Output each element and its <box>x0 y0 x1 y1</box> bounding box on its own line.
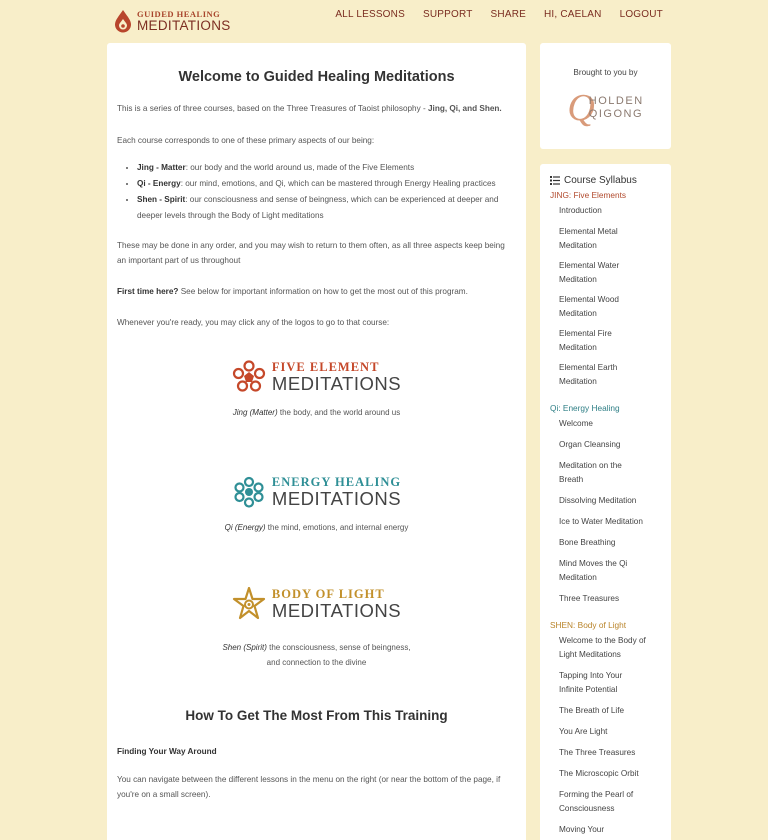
course-2-title: ENERGY HEALING <box>271 475 402 490</box>
caption-rest: the body, and the world around us <box>277 408 401 417</box>
nav-support[interactable]: SUPPORT <box>422 9 473 20</box>
lesson-item[interactable]: Moving Your <box>559 825 605 834</box>
course-3-caption <box>117 640 516 670</box>
nav-logout[interactable]: LOGOUT <box>619 9 663 20</box>
list-item <box>137 176 516 192</box>
sponsor-card <box>540 43 671 149</box>
lesson-item[interactable]: Elemental Wood Meditation <box>559 295 619 318</box>
caption-line-2: and connection to the divine <box>266 658 367 667</box>
lesson-item[interactable]: Elemental Metal Meditation <box>559 227 618 250</box>
nav-share[interactable]: SHARE <box>490 9 526 20</box>
course-1-title: FIVE ELEMENT <box>271 360 380 375</box>
lesson-item[interactable]: Mind Moves the Qi Meditation <box>559 559 628 582</box>
section-jing[interactable]: JING: Five Elements <box>550 190 627 200</box>
five-element-icon <box>232 360 266 394</box>
lesson-item[interactable]: Introduction <box>559 206 602 215</box>
energy-healing-logo[interactable] <box>232 475 401 509</box>
brand-line-1: GUIDED HEALING <box>137 8 221 19</box>
list-item <box>137 160 516 176</box>
aspects-list <box>117 160 516 224</box>
bullet-term: Jing - Matter <box>137 163 186 172</box>
caption-rest: the consciousness, sense of beingness, <box>266 643 411 652</box>
lesson-item[interactable]: Organ Cleansing <box>559 440 621 449</box>
nav-user-greeting[interactable]: HI, CAELAN <box>543 9 602 20</box>
course-2-caption <box>117 520 516 535</box>
lesson-item[interactable]: Elemental Fire Meditation <box>559 329 612 352</box>
intro-paragraph <box>117 101 516 116</box>
lesson-item[interactable]: Elemental Earth Meditation <box>559 363 618 386</box>
course-3-title: BODY OF LIGHT <box>271 587 385 602</box>
course-five-element <box>117 360 516 420</box>
order-paragraph: These may be done in any order, and you may wish to return to them often, as all three aspects keep being an important part of us throughout <box>117 241 505 265</box>
bullet-desc: : our mind, emotions, and Qi, which can be mastered through Energy Healing practices <box>180 179 496 188</box>
lesson-item[interactable]: You Are Light <box>559 727 608 736</box>
caption-italic: Shen (Spirit) <box>222 643 267 652</box>
finding-way-heading: Finding Your Way Around <box>117 747 217 756</box>
nav-all-lessons[interactable]: ALL LESSONS <box>335 9 405 20</box>
syllabus-title-text: Course Syllabus <box>564 175 637 186</box>
sponsor-q-mark: Q <box>567 87 595 129</box>
course-energy-healing <box>117 475 516 535</box>
lesson-item[interactable]: Tapping Into Your Infinite Potential <box>559 671 623 694</box>
list-icon <box>550 176 560 185</box>
top-bar <box>0 0 768 42</box>
caption-italic: Jing (Matter) <box>232 408 278 417</box>
lesson-item[interactable]: Forming the Pearl of Consciousness <box>559 790 634 813</box>
lesson-item[interactable]: Dissolving Meditation <box>559 496 637 505</box>
lesson-item[interactable]: Elemental Water Meditation <box>559 261 620 284</box>
lesson-item[interactable]: Welcome to the Body of Light Meditations <box>559 636 646 659</box>
first-time-text: See below for important information on how to get the most out of this program. <box>178 287 468 296</box>
brought-by-label: Brought to you by <box>573 68 638 77</box>
sponsor-line-2: QIGONG <box>588 108 644 120</box>
lesson-item[interactable]: The Microscopic Orbit <box>559 769 639 778</box>
lesson-item[interactable]: Welcome <box>559 419 593 428</box>
lesson-item[interactable]: Ice to Water Meditation <box>559 517 643 526</box>
energy-healing-icon <box>232 475 266 509</box>
section-shen[interactable]: SHEN: Body of Light <box>550 620 627 630</box>
lesson-item[interactable]: The Breath of Life <box>559 706 625 715</box>
intro-bold: Jing, Qi, and Shen. <box>427 104 502 113</box>
body-of-light-icon <box>232 587 266 621</box>
site-logo[interactable] <box>113 9 231 33</box>
brand-line-2: MEDITATIONS <box>137 18 231 33</box>
first-time-paragraph <box>117 284 516 299</box>
course-1-subtitle: MEDITATIONS <box>271 372 402 394</box>
first-time-bold: First time here? <box>117 287 179 296</box>
page-title: Welcome to Guided Healing Meditations <box>178 69 455 85</box>
main-nav <box>317 9 663 20</box>
syllabus-title <box>550 175 671 186</box>
course-3-subtitle: MEDITATIONS <box>271 599 402 621</box>
sponsor-line-1: HOLDEN <box>588 95 644 107</box>
list-item <box>137 192 516 224</box>
bullet-desc: : our body and the world around us, made of the Five Elements <box>185 163 415 172</box>
course-2-subtitle: MEDITATIONS <box>271 487 402 509</box>
course-syllabus <box>540 164 671 840</box>
ready-paragraph: Whenever you're ready, you may click any of the logos to go to that course: <box>117 318 390 327</box>
caption-italic: Qi (Energy) <box>224 523 266 532</box>
holden-qigong-logo[interactable] <box>567 89 643 127</box>
bullet-term: Qi - Energy <box>137 179 181 188</box>
aspects-paragraph: Each course corresponds to one of these primary aspects of our being: <box>117 136 375 145</box>
caption-rest: the mind, emotions, and internal energy <box>265 523 409 532</box>
intro-text: This is a series of three courses, based on the Three Treasures of Taoist philosophy - <box>117 104 428 113</box>
drop-logo-icon <box>113 9 133 33</box>
course-body-of-light <box>117 587 516 670</box>
lesson-item[interactable]: The Three Treasures <box>559 748 636 757</box>
lesson-item[interactable]: Bone Breathing <box>559 538 616 547</box>
section-qi[interactable]: Qi: Energy Healing <box>550 403 620 413</box>
navigate-paragraph: You can navigate between the different lessons in the menu on the right (or near the bottom of the page, if you're on a small screen). <box>117 775 501 799</box>
bullet-term: Shen - Spirit <box>137 195 186 204</box>
main-content <box>107 43 526 840</box>
bullet-desc: : our consciousness and sense of beingness, which can be experienced at deeper and deeper levels through the Body of Light meditations <box>137 195 499 220</box>
lesson-item[interactable]: Meditation on the Breath <box>559 461 622 484</box>
five-element-logo[interactable] <box>232 360 401 394</box>
lesson-item[interactable]: Three Treasures <box>559 594 620 603</box>
how-to-heading: How To Get The Most From This Training <box>185 708 448 723</box>
course-1-caption <box>117 405 516 420</box>
body-of-light-logo[interactable] <box>232 587 401 621</box>
